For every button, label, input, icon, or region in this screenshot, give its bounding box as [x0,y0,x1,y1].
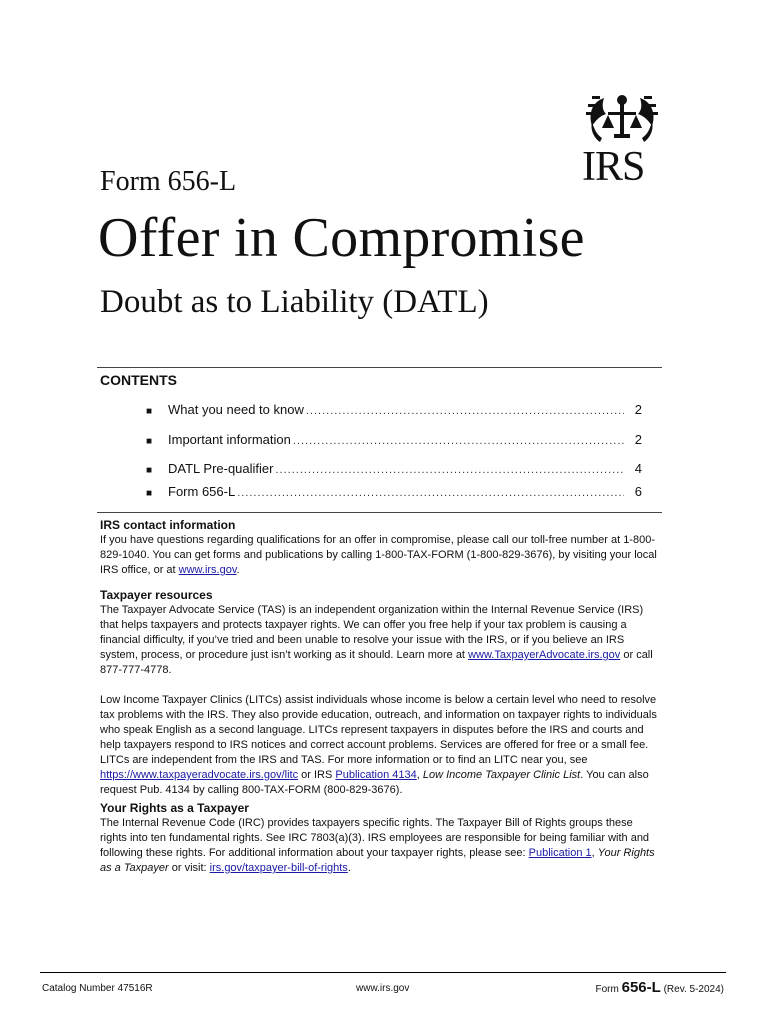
page-subtitle: Doubt as to Liability (DATL) [100,284,489,320]
irs-website-link[interactable]: www.irs.gov [178,564,237,576]
page-title: Offer in Compromise [98,207,585,269]
toc-item[interactable] [146,461,642,476]
rights-paragraph: The Internal Revenue Code (IRC) provides taxpayers specific rights. The Taxpayer Bill of Rights groups these rights into ten fundamental rights. See IRC 7803(a)(3). IRS employees are responsible for being familiar with and following these rights. For additional information about your taxpayer rights, please see: Publication 1, Your Rights as a Taxpayer or visit: irs.gov/taxpayer-bill-of-rights. [100,817,655,874]
resources-section [100,588,662,798]
toc-item[interactable] [146,432,642,447]
litc-link[interactable]: https://www.taxpayeradvocate.irs.gov/litc [100,769,299,781]
toc-item[interactable] [146,484,642,499]
page-footer [40,972,726,996]
publication-4134-link[interactable]: Publication 4134 [335,769,417,781]
contact-text: If you have questions regarding qualifications for an offer in compromise, please call our toll-free number at 1-800-829-1040. You can get forms and publications by calling 1-800-TAX-FORM (1-800-829-3676), by visiting your local IRS office, or at www.irs.gov. [100,534,657,576]
catalog-number: Catalog Number 47516R [42,983,153,994]
contents-heading: CONTENTS [100,372,177,388]
contact-heading: IRS contact information [100,518,236,532]
square-bullet-icon: ■ [146,406,153,417]
square-bullet-icon: ■ [146,436,153,447]
toc-leader-dots [293,435,624,447]
toc-leader-dots [275,464,624,476]
toc-item-label: Important information [168,432,291,447]
resources-heading: Taxpayer resources [100,588,213,602]
toc-leader-dots [306,405,624,417]
square-bullet-icon: ■ [146,488,153,499]
tas-paragraph: The Taxpayer Advocate Service (TAS) is an independent organization within the Internal Revenue Service (IRS) that helps taxpayers and protects taxpayer rights. We can offer you free help if your tax problem is causing a financial difficulty, if you’ve tried and been unable to resolve your issue with the IRS, or if you believe an IRS system, process, or procedure just isn’t working as it should. Learn more at www.TaxpayerAdvocate.irs.gov or call 877-777-4778. [100,604,653,676]
toc-item[interactable] [146,402,642,417]
footer-form-id: Form 656-L (Rev. 5-2024) [595,979,724,996]
square-bullet-icon: ■ [146,465,153,476]
form-number: Form 656-L [100,166,237,197]
toc-item-page: 4 [634,461,642,476]
contact-section [100,518,662,578]
footer-website: www.irs.gov [356,983,410,994]
toc-item-label: Form 656-L [168,484,236,499]
toc-item-label: DATL Pre-qualifier [168,461,274,476]
toc-item-page: 6 [634,484,642,499]
irs-logo-text: IRS [582,144,645,190]
toc-item-page: 2 [634,432,642,447]
divider [97,367,662,368]
divider [97,512,662,513]
toc-leader-dots [237,487,624,499]
toc-item-page: 2 [634,402,642,417]
bill-of-rights-link[interactable]: irs.gov/taxpayer-bill-of-rights [209,862,348,874]
rights-section [100,801,662,876]
rights-heading: Your Rights as a Taxpayer [100,801,249,815]
publication-1-link[interactable]: Publication 1 [528,847,592,859]
toc-item-label: What you need to know [168,402,304,417]
litc-paragraph: Low Income Taxpayer Clinics (LITCs) assist individuals whose income is below a certain level who need to resolve tax problems with the IRS. They also provide education, outreach, and information on taxpayer rights to individuals who speak English as a second language. LITCs represent taxpayers in disputes before the IRS and courts and help taxpayers respond to IRS notices and correct account problems. Services are offered for free or a small fee. LITCs are independent from the IRS and TAS. For more information or to find an LITC near you, see https://www.taxpayeradvocate.irs.gov/litc or IRS Publication 4134, Low Income Taxpayer Clinic List. You can also request Pub. 4134 by calling 800-TAX-FORM (800-829-3676). [100,694,657,796]
taxpayer-advocate-link[interactable]: www.TaxpayerAdvocate.irs.gov [468,649,621,661]
